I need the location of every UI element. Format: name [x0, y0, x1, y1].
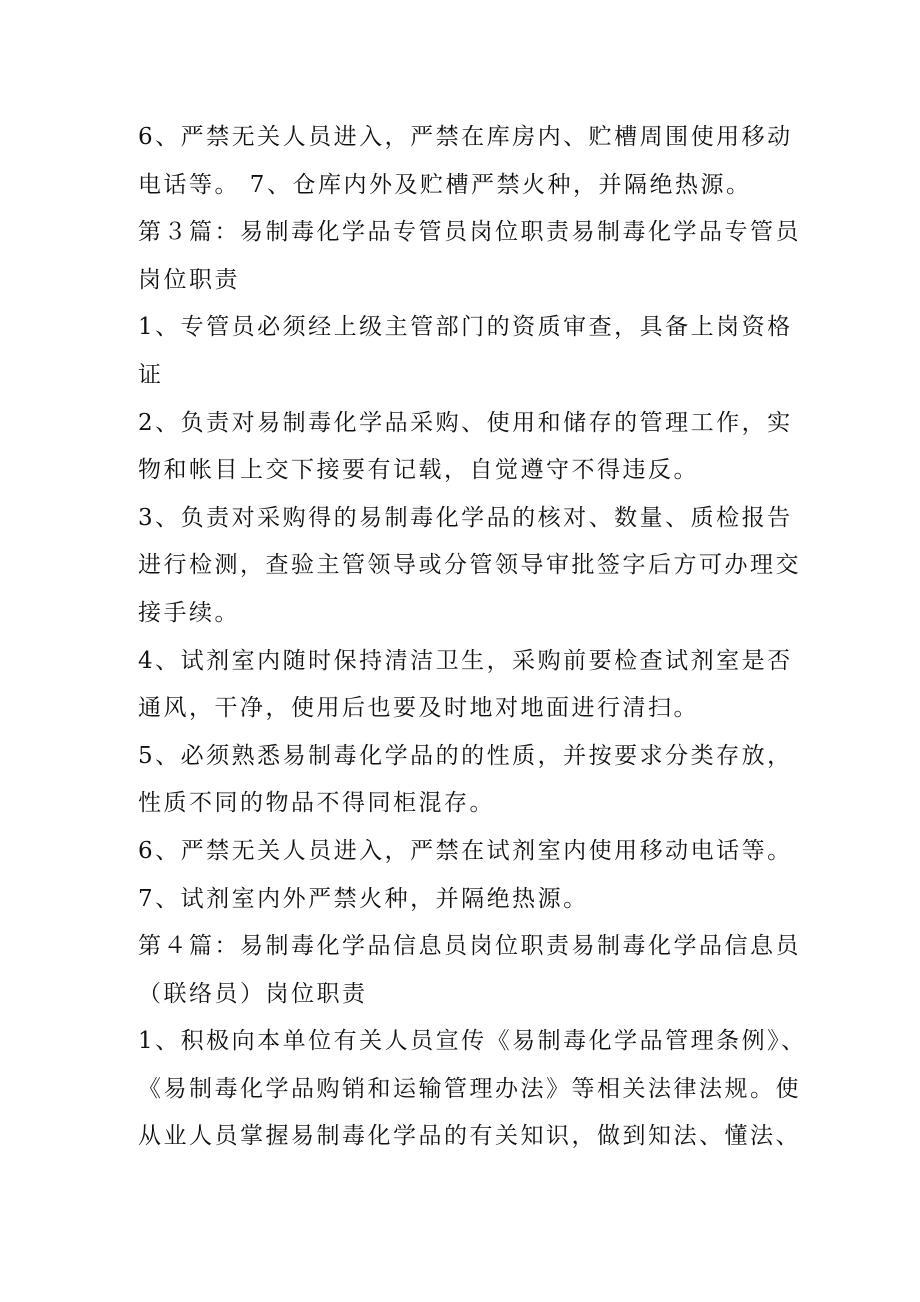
text-line: 物和帐目上交下接要有记载，自觉遵守不得违反。	[138, 457, 699, 484]
text-line: 进行检测，查验主管领导或分管领导审批签字后方可办理交	[138, 552, 801, 579]
text-line: 1、专管员必须经上级主管部门的资质审查，具备上岗资格	[138, 314, 793, 341]
text-line: 证	[138, 361, 164, 388]
text-line: 2、负责对易制毒化学品采购、使用和储存的管理工作，实	[138, 409, 793, 436]
text-line: 通风，干净，使用后也要及时地对地面进行清扫。	[138, 695, 699, 722]
section-heading-4-continued: （联络员）岗位职责	[138, 980, 368, 1007]
section-heading-4: 第４篇：易制毒化学品信息员岗位职责易制毒化学品信息员	[138, 933, 801, 960]
text-line: 4、试剂室内随时保持清洁卫生，采购前要检查试剂室是否	[138, 647, 793, 674]
section-heading-3: 第３篇：易制毒化学品专管员岗位职责易制毒化学品专管员	[138, 219, 801, 246]
text-line: 电话等。 7、仓库内外及贮槽严禁火种，并隔绝热源。	[138, 171, 752, 198]
text-line: 从业人员掌握易制毒化学品的有关知识，做到知法、懂法、	[138, 1123, 801, 1150]
text-line: 5、必须熟悉易制毒化学品的的性质，并按要求分类存放，	[138, 742, 793, 769]
text-line: 3、负责对采购得的易制毒化学品的核对、数量、质检报告	[138, 504, 793, 531]
text-line: 性质不同的物品不得同柜混存。	[138, 790, 495, 817]
text-line: 6、严禁无关人员进入，严禁在库房内、贮槽周围使用移动	[138, 124, 793, 150]
text-line: 6、严禁无关人员进入，严禁在试剂室内使用移动电话等。	[138, 837, 793, 864]
text-line: 7、试剂室内外严禁火种，并隔绝热源。	[138, 885, 589, 912]
section-heading-3-continued: 岗位职责	[138, 266, 240, 293]
document-body	[138, 114, 807, 1161]
text-line: 接手续。	[138, 599, 240, 626]
text-line: 《易制毒化学品购销和运输管理办法》等相关法律法规。使	[138, 1075, 801, 1102]
text-line: 1、积极向本单位有关人员宣传《易制毒化学品管理条例》、	[138, 1028, 807, 1055]
